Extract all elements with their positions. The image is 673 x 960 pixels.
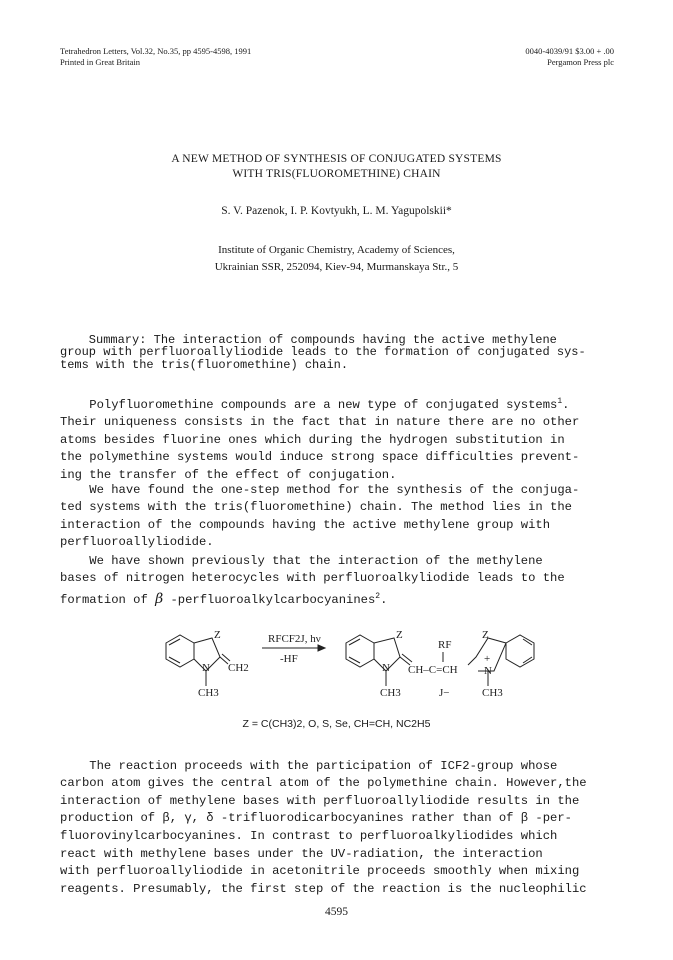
ch3-label: CH3 [380,687,401,699]
z-label: Z [396,629,403,641]
publisher: Pergamon Press plc [547,57,614,67]
article-title-line2: WITH TRIS(FLUOROMETHINE) CHAIN [232,168,441,180]
reagent-top: RFCF2J, hν [268,633,321,645]
summary-line: tems with the tris(fluoromethine) chain. [60,357,349,372]
ch2-label: CH2 [228,662,249,674]
n-label: N [382,662,390,674]
text-line: reagents. Presumably, the first step of the reaction is the nucleophilic [60,881,587,896]
text-line: atoms besides fluorine ones which during the hydrogen substitution in [60,432,565,447]
text-span: Polyfluoromethine compounds are a new type of conjugated systems [60,397,558,412]
methine-chain: CH–C=CH [408,664,458,676]
text-line [60,588,565,610]
text-line: interaction of methylene bases with perfluoroallyliodide results in the [60,793,580,808]
reference-mark: 2 [375,591,381,601]
affiliation-line1: Institute of Organic Chemistry, Academy of Sciences, [218,244,455,256]
authors: S. V. Pazenok, I. P. Kovtyukh, L. M. Yagupolskii* [221,205,452,217]
ch3-label: CH3 [482,687,503,699]
issn-code: 0040-4039/91 $3.00 + .00 [525,46,614,56]
text-line: We have shown previously that the interaction of the methylene [60,553,543,568]
affiliation-line2: Ukrainian SSR, 252094, Kiev-94, Murmanskaya Str., 5 [214,261,459,273]
text-line: react with methylene bases under the UV-radiation, the interaction [60,846,543,861]
text-line: The reaction proceeds with the participation of ICF2-group whose [60,758,558,773]
text-span: formation of [60,592,156,607]
z-definition: Z = C(CH3)2, O, S, Se, CH=CH, NC2H5 [242,718,431,730]
reaction-scheme [150,616,550,716]
text-line: production of β, γ, δ -trifluorodicarbocyanines rather than of β -per- [60,811,572,826]
beta-symbol: β [155,590,164,607]
ch3-label: CH3 [198,687,219,699]
text-line: We have found the one-step method for the synthesis of the conjuga- [60,482,580,497]
reagent-bottom: -HF [280,653,298,665]
journal-citation: Tetrahedron Letters, Vol.32, No.35, pp 4595-4598, 1991 [60,46,252,56]
text-line: Their uniqueness consists in the fact that in nature there are no other [60,415,580,430]
text-line: interaction of the compounds having the active methylene group with [60,517,551,532]
page-number: 4595 [325,906,348,918]
text-line: bases of nitrogen heterocycles with perfluoroalkyliodide leads to the [60,571,565,586]
summary-line: group with perfluoroallyliodide leads to the formation of conjugated sys- [60,345,586,359]
plus-charge: + [484,653,491,665]
summary-line: Summary: The interaction of compounds having the active methylene [60,332,557,347]
reference-mark: 1 [557,396,563,406]
text-span: -perfluoroalkylcarbocyanines [163,592,376,607]
n-label: N [202,662,210,674]
text-line: the polymethine systems would induce strong space difficulties prevent- [60,450,580,465]
z-label: Z [482,629,489,641]
benzene-ring [166,635,194,667]
printed-in: Printed in Great Britain [60,57,141,67]
paragraph-3 [60,535,565,627]
text-line: carbon atom gives the central atom of the polymethine chain. However,the [60,776,587,791]
text-line: ted systems with the tris(fluoromethine) chain. The method lies in the [60,500,572,515]
text-line: fluorovinylcarbocyanines. In contrast to perfluoroalkyliodides which [60,828,558,843]
text-span: . [380,592,388,607]
text-line: ing the transfer of the effect of conjugation. [60,468,397,483]
n-label: N [484,665,492,677]
text-line: with perfluoroallyliodide in acetonitrile proceeds smoothly when mixing [60,864,580,879]
rf-label: RF [438,639,452,651]
text-line: perfluoroallyliodide. [60,535,214,550]
iodide-label: J− [439,687,450,699]
text-line [60,393,579,415]
text-span: . [562,397,570,412]
z-label: Z [214,629,221,641]
article-title-line1: A NEW METHOD OF SYNTHESIS OF CONJUGATED SYSTEMS [171,153,502,165]
paragraph-4 [60,740,587,916]
